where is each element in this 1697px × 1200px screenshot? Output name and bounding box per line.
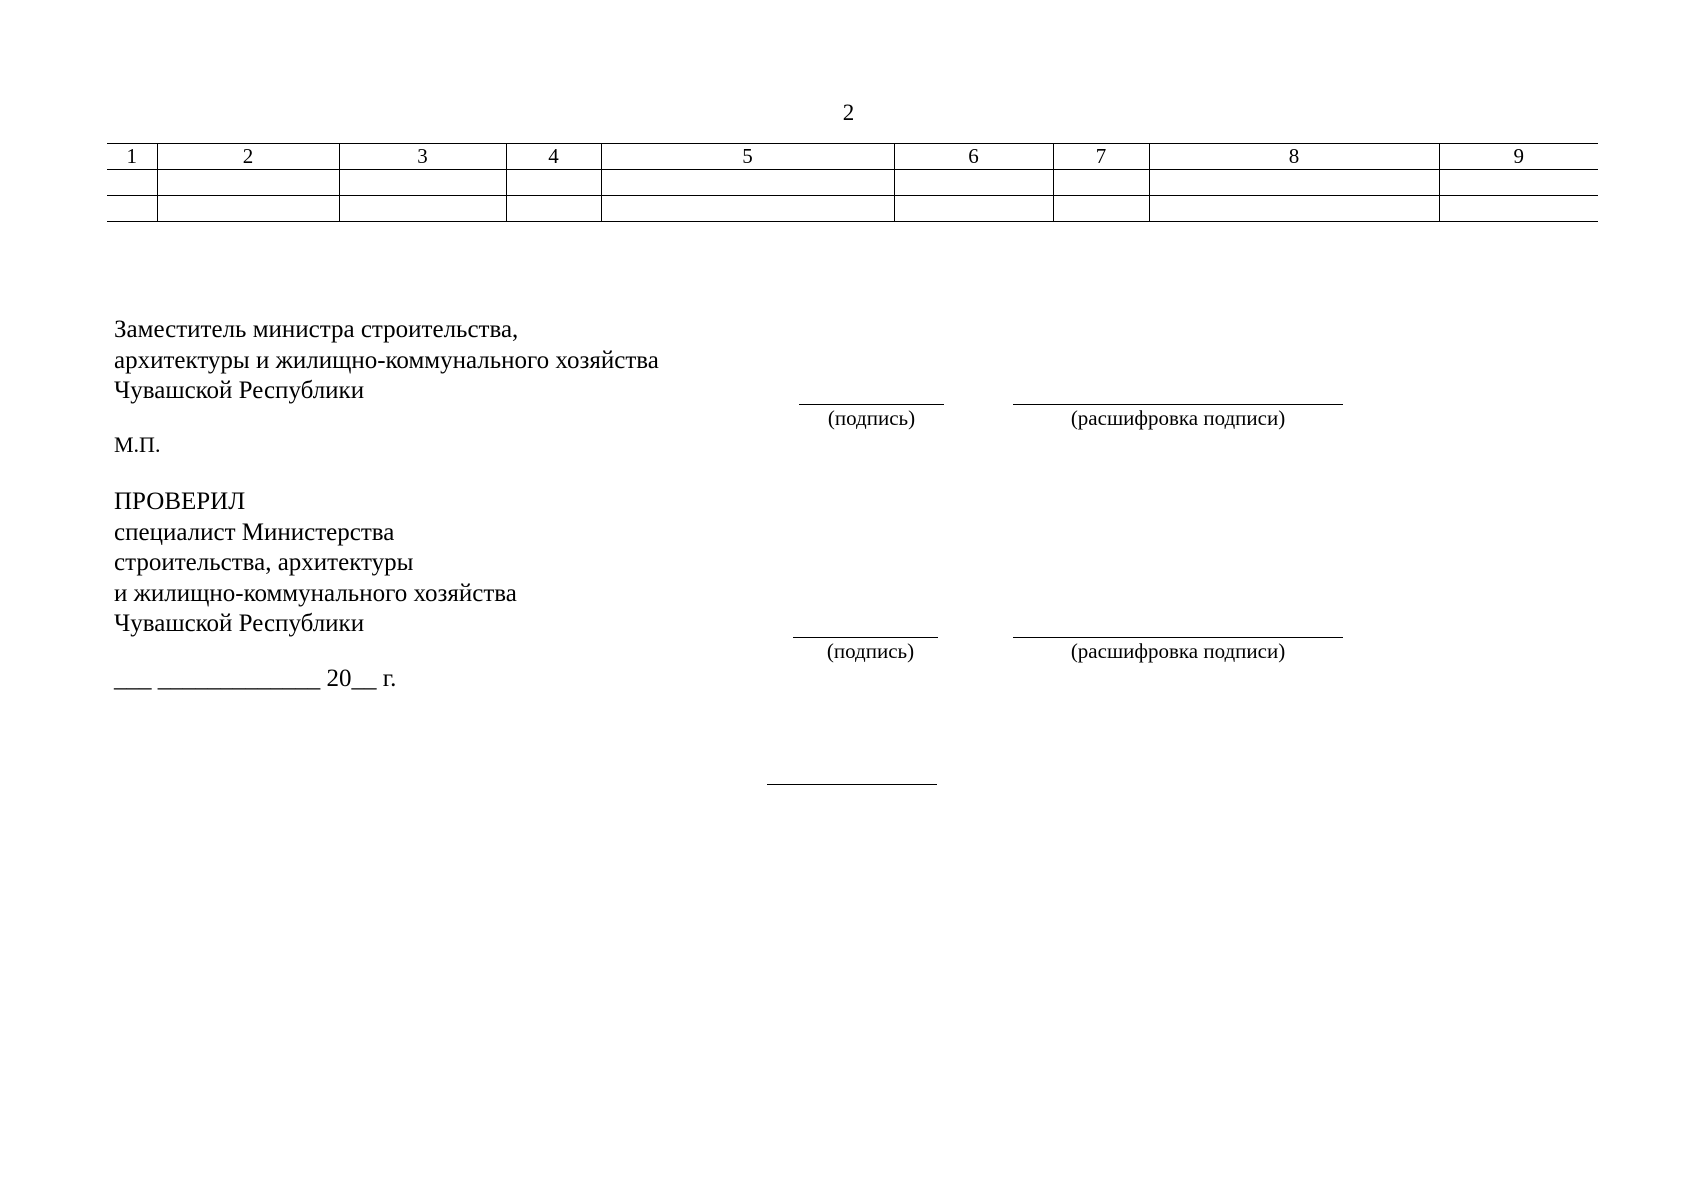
table-header-cell: 7 xyxy=(1053,144,1149,170)
signature-caption: (подпись) xyxy=(827,406,916,430)
table-cell xyxy=(339,170,506,196)
table-cell xyxy=(107,196,157,222)
date-field: ___ _____________ 20__ г. xyxy=(114,665,397,692)
signatory-line: архитектуры и жилищно-коммунального хозяйства xyxy=(114,346,659,374)
table-header-cell: 9 xyxy=(1439,144,1598,170)
page-number: 2 xyxy=(842,100,855,125)
decoding-line xyxy=(1013,404,1343,405)
table-header-cell: 5 xyxy=(601,144,894,170)
table-header-cell: 2 xyxy=(157,144,339,170)
table-cell xyxy=(506,196,601,222)
stamp-place: М.П. xyxy=(114,432,161,457)
table-header-cell: 4 xyxy=(506,144,601,170)
table-cell xyxy=(894,170,1053,196)
signature-line xyxy=(793,637,938,638)
data-table xyxy=(107,143,1598,222)
decoding-caption: (расшифровка подписи) xyxy=(1070,406,1286,430)
signatory-position xyxy=(114,315,659,407)
decoding-caption: (расшифровка подписи) xyxy=(1070,639,1286,663)
table-cell xyxy=(601,196,894,222)
table-header-cell: 6 xyxy=(894,144,1053,170)
table-cell xyxy=(1149,196,1439,222)
table-row xyxy=(107,196,1598,222)
table-cell xyxy=(601,170,894,196)
checked-heading: ПРОВЕРИЛ xyxy=(114,488,246,515)
table-header-cell: 8 xyxy=(1149,144,1439,170)
checked-line: и жилищно-коммунального хозяйства xyxy=(114,579,517,607)
table-row xyxy=(107,170,1598,196)
table-header-row xyxy=(107,144,1598,170)
checked-line: Чувашской Республики xyxy=(114,610,365,637)
checked-line: строительства, архитектуры xyxy=(114,549,414,576)
table-cell xyxy=(894,196,1053,222)
table-cell xyxy=(1053,196,1149,222)
signatory-line: Заместитель министра строительства, xyxy=(114,316,519,343)
decoding-line xyxy=(1013,637,1343,638)
table-header-cell: 1 xyxy=(107,144,157,170)
table-cell xyxy=(1149,170,1439,196)
table-cell xyxy=(1439,170,1598,196)
table-header-cell: 3 xyxy=(339,144,506,170)
table-cell xyxy=(1439,196,1598,222)
signature-caption: (подпись) xyxy=(826,639,915,663)
signature-line xyxy=(799,404,944,405)
table-cell xyxy=(1053,170,1149,196)
closing-separator xyxy=(767,784,937,785)
table-cell xyxy=(107,170,157,196)
checked-line: специалист Министерства xyxy=(114,518,395,546)
table-cell xyxy=(157,170,339,196)
table-cell xyxy=(157,196,339,222)
signatory-line: Чувашской Республики xyxy=(114,377,365,404)
checked-block xyxy=(114,487,517,640)
table-cell xyxy=(506,170,601,196)
table-cell xyxy=(339,196,506,222)
